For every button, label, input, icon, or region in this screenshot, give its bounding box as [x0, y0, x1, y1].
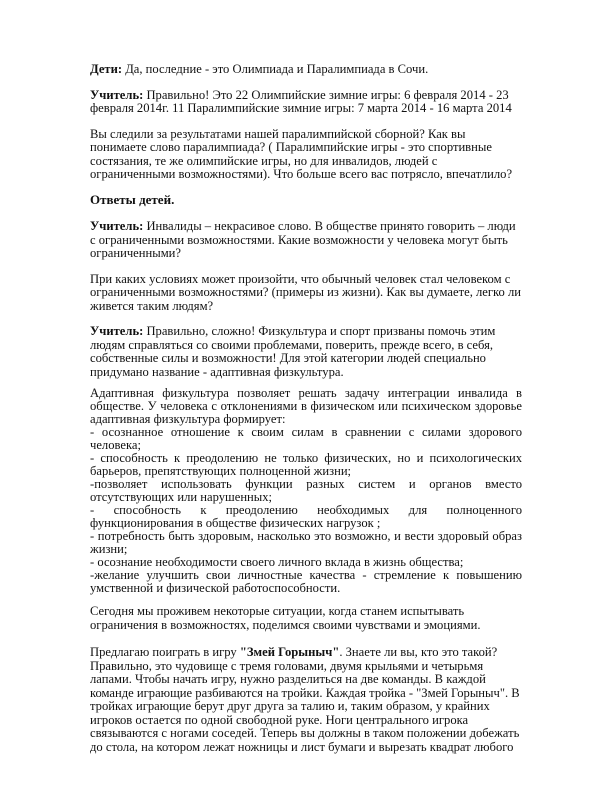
paragraph-text: . Знаете ли вы, кто это такой? Правильно, это чудовище с тремя головами, двумя крыльями и четырьмя лапами. Чтобы начать игру, нужно разделиться на две команды. В каждой команде играющие разбиваются на тройки. Каждая тройка - "Змей Горыныч". В тройках играющие берут друг друга за талию и, таким образом, у крайних игроков остается по одной свободной руке. Ноги центрального игрока связываются с ногами соседей. Теперь вы должны в таком положении добежать до стола, на котором лежат ножницы и лист бумаги и вырезать квадрат любого: [90, 645, 520, 754]
list-item: - осознание необходимости своего личного вклада в жизнь общества;: [90, 555, 464, 569]
list-item: -позволяет использовать функции разных систем и органов вместо отсутствующих или нарушенных;: [90, 477, 522, 504]
teacher-paragraph-games: [90, 89, 522, 116]
paragraph-text: Предлагаю поиграть в игру: [90, 645, 240, 659]
list-item: - осознанное отношение к своим силам в сравнении с силами здорового человека;: [90, 425, 522, 452]
list-item: - способность к преодолению необходимых для полноценного функционирования в обществе физических нагрузок ;: [90, 503, 522, 530]
teacher-paragraph-invalids: [90, 220, 522, 261]
document-body: [90, 63, 522, 754]
conditions-paragraph: При каких условиях может произойти, что обычный человек стал человеком с ограниченными возможностями? (примеры из жизни). Как вы думаете, легко ли живется таким людям?: [90, 271, 521, 313]
speaker-label: Дети:: [90, 62, 123, 76]
children-answers-heading: Ответы детей.: [90, 191, 175, 207]
question-paragraph: Вы следили за результатами нашей паралимпийской сборной? Как вы понимаете слово паралимпиада? ( Паралимпийские игры - это спортивные состязания, те же олимпийские игры, но для инвалидов, людей с ограниченными возможностями). Что больше всего вас потрясло, впечатлило?: [90, 126, 513, 181]
children-answer-paragraph: [90, 63, 522, 77]
speaker-label: Учитель:: [90, 324, 144, 338]
paragraph-text: Да, последние - это Олимпиада и Паралимпиада в Сочи.: [122, 62, 429, 76]
list-item: - способность к преодолению не только физических, но и психологических барьеров, препятствующих полноценной жизни;: [90, 451, 522, 478]
paragraph-text: Правильно, сложно! Физкультура и спорт призваны помочь этим людям справляться со своими проблемами, поверить, прежде всего, в себя, собственные силы и возможности! Для этой категории людей специально придумано название - адаптивная физкультура.: [90, 324, 496, 379]
situations-paragraph: Сегодня мы проживем некоторые ситуации, когда станем испытывать ограничения в возможностях, поделимся своими чувствами и эмоциями.: [90, 604, 481, 632]
teacher-paragraph-sport: [90, 325, 522, 379]
speaker-label: Учитель:: [90, 87, 144, 102]
game-paragraph: [90, 646, 522, 754]
adaptive-section: [90, 387, 522, 595]
list-item: -желание улучшить свои личностные качества - стремление к повышению умственной и физической работоспособности.: [90, 568, 522, 595]
paragraph-text: Инвалиды – некрасивое слово. В обществе принято говорить – люди с ограниченными возможностями. Какие возможности у человека могут быть ограниченными?: [90, 219, 516, 260]
paragraph-text: Правильно! Это 22 Олимпийские зимние игры: 6 февраля 2014 - 23 февраля 2014г. 11 Паралимпийские зимние игры: 7 марта 2014 - 16 марта 2014: [90, 87, 512, 115]
game-name: "Змей Горыныч": [239, 645, 340, 659]
speaker-label: Учитель:: [90, 219, 144, 233]
list-item: - потребность быть здоровым, насколько это возможно, и вести здоровый образ жизни;: [90, 529, 522, 556]
adaptive-intro: Адаптивная физкультура позволяет решать задачу интеграции инвалида в обществе. У человека с отклонениями в физическом или психическом здоровье адаптивная физкультура формирует:: [90, 386, 522, 426]
